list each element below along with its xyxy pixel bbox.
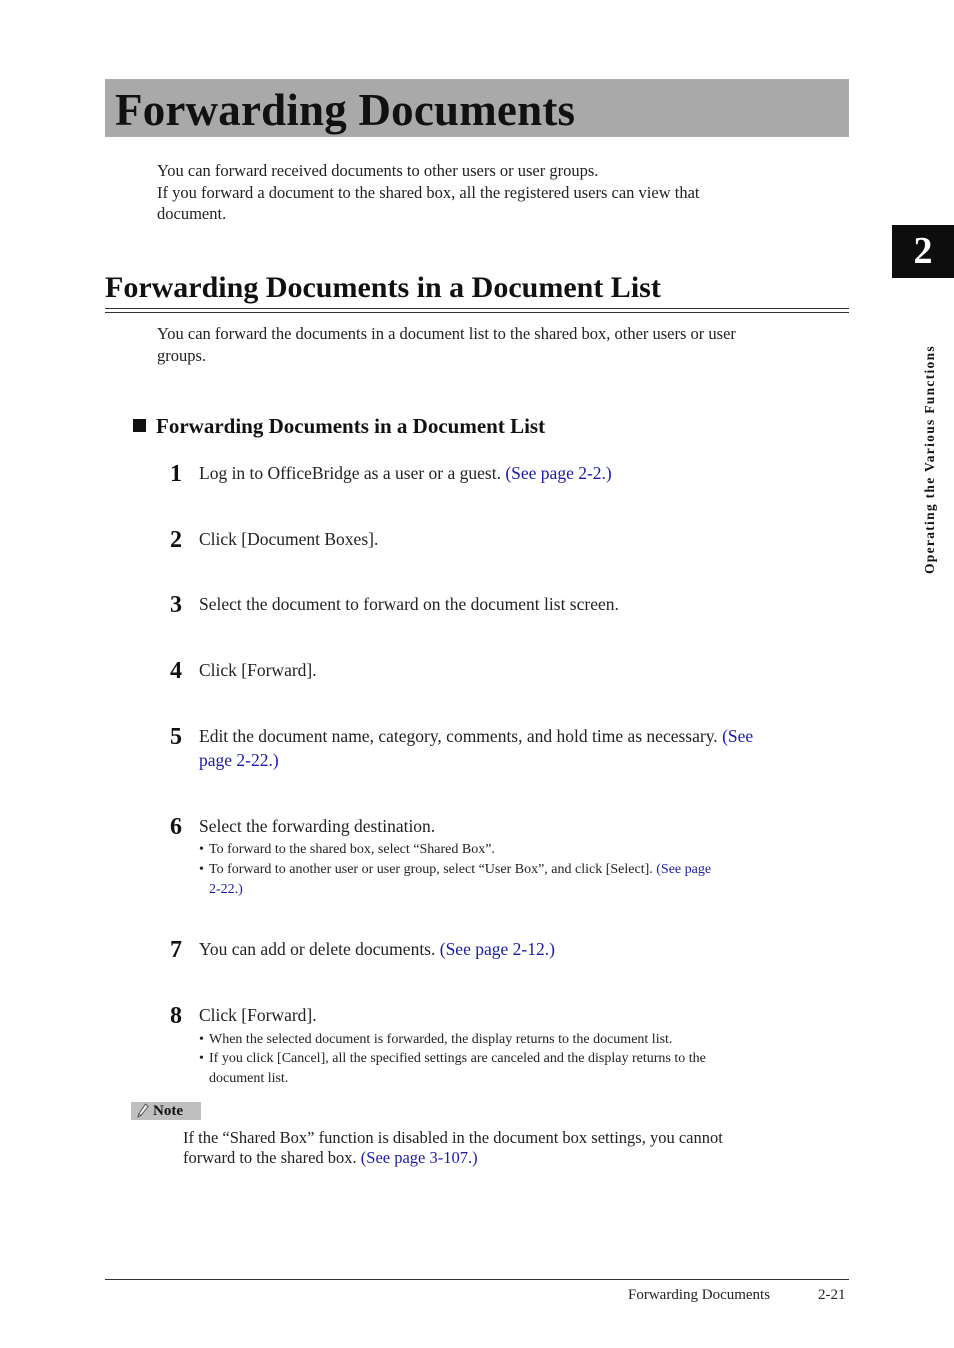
step-number: 5 <box>170 724 182 750</box>
bullet-item <box>199 840 495 860</box>
bullet-item <box>199 1049 706 1088</box>
note-line: If the “Shared Box” function is disabled in the document box settings, you cannot <box>183 1128 723 1147</box>
step-text <box>199 937 555 961</box>
bullet-text: To forward to another user or user group, select “User Box”, and click [Select]. <box>209 862 657 877</box>
see-page-link[interactable]: (See page 3-107.) <box>360 1147 478 1167</box>
bullet-text: If you click [Cancel], all the specified settings are canceled and the display returns to the <box>209 1051 706 1066</box>
note-text <box>183 1128 723 1167</box>
page-title: Forwarding Documents <box>115 85 576 135</box>
step-text-body: Edit the document name, category, comments, and hold time as necessary. <box>199 726 723 746</box>
page-number: 2-21 <box>818 1287 846 1303</box>
section-desc-line: You can forward the documents in a document list to the shared box, other users or user <box>157 324 736 343</box>
step-number: 8 <box>170 1003 182 1029</box>
step-text-body: You can add or delete documents. <box>199 939 440 959</box>
pencil-icon <box>137 1103 149 1123</box>
bullet-dot: • <box>199 842 204 857</box>
step-number: 4 <box>170 658 182 684</box>
section-description <box>157 323 736 366</box>
square-bullet-icon <box>133 419 146 432</box>
footer-title: Forwarding Documents <box>628 1287 771 1303</box>
intro-paragraph <box>157 160 699 225</box>
bullet-continuation: document list. <box>209 1070 289 1086</box>
see-page-link[interactable]: (See page 2-2.) <box>505 463 612 483</box>
step-number: 7 <box>170 937 182 963</box>
bullet-item <box>199 860 711 899</box>
step-text: Click [Forward]. <box>199 1005 317 1025</box>
note-badge <box>131 1102 201 1120</box>
see-page-link[interactable]: 2-22.) <box>209 881 243 897</box>
bullet-dot: • <box>199 862 204 877</box>
step-text-body: Log in to OfficeBridge as a user or a guest. <box>199 463 506 483</box>
subsection-heading <box>133 412 545 440</box>
bullet-text: When the selected document is forwarded, the display returns to the document list. <box>209 1032 673 1047</box>
step-number: 3 <box>170 592 182 618</box>
note-label: Note <box>153 1103 183 1119</box>
step-text: Click [Forward]. <box>199 660 317 680</box>
step-number: 6 <box>170 814 182 840</box>
chapter-tab: 2 <box>892 225 954 278</box>
subsection-heading-text: Forwarding Documents in a Document List <box>156 414 546 438</box>
footer-divider <box>105 1279 849 1280</box>
see-page-link[interactable]: (See page <box>656 862 712 877</box>
see-page-link[interactable]: (See <box>722 726 754 746</box>
step-number: 2 <box>170 527 182 553</box>
step-text: Click [Document Boxes]. <box>199 529 379 549</box>
see-page-link[interactable]: page 2-22.) <box>199 750 279 770</box>
note-line: forward to the shared box. <box>183 1147 361 1167</box>
step-number: 1 <box>170 461 182 487</box>
step-text: Select the forwarding destination. <box>199 816 436 836</box>
title-bar <box>105 79 849 137</box>
step-text: Select the document to forward on the document list screen. <box>199 594 619 614</box>
intro-line: If you forward a document to the shared box, all the registered users can view that <box>157 182 700 202</box>
intro-line: You can forward received documents to other users or user groups. <box>157 161 599 180</box>
see-page-link[interactable]: (See page 2-12.) <box>439 939 555 959</box>
section-desc-line: groups. <box>157 345 207 365</box>
step-text <box>199 724 753 772</box>
intro-line: document. <box>157 204 227 223</box>
chapter-side-label: Operating the Various Functions <box>922 345 937 574</box>
bullet-text: To forward to the shared box, select “Shared Box”. <box>209 842 495 857</box>
bullet-dot: • <box>199 1051 204 1066</box>
section-divider <box>105 312 849 313</box>
bullet-dot: • <box>199 1032 204 1047</box>
bullet-item <box>199 1030 672 1050</box>
section-heading: Forwarding Documents in a Document List <box>105 271 661 304</box>
step-text <box>199 461 612 485</box>
section-divider <box>105 308 849 309</box>
